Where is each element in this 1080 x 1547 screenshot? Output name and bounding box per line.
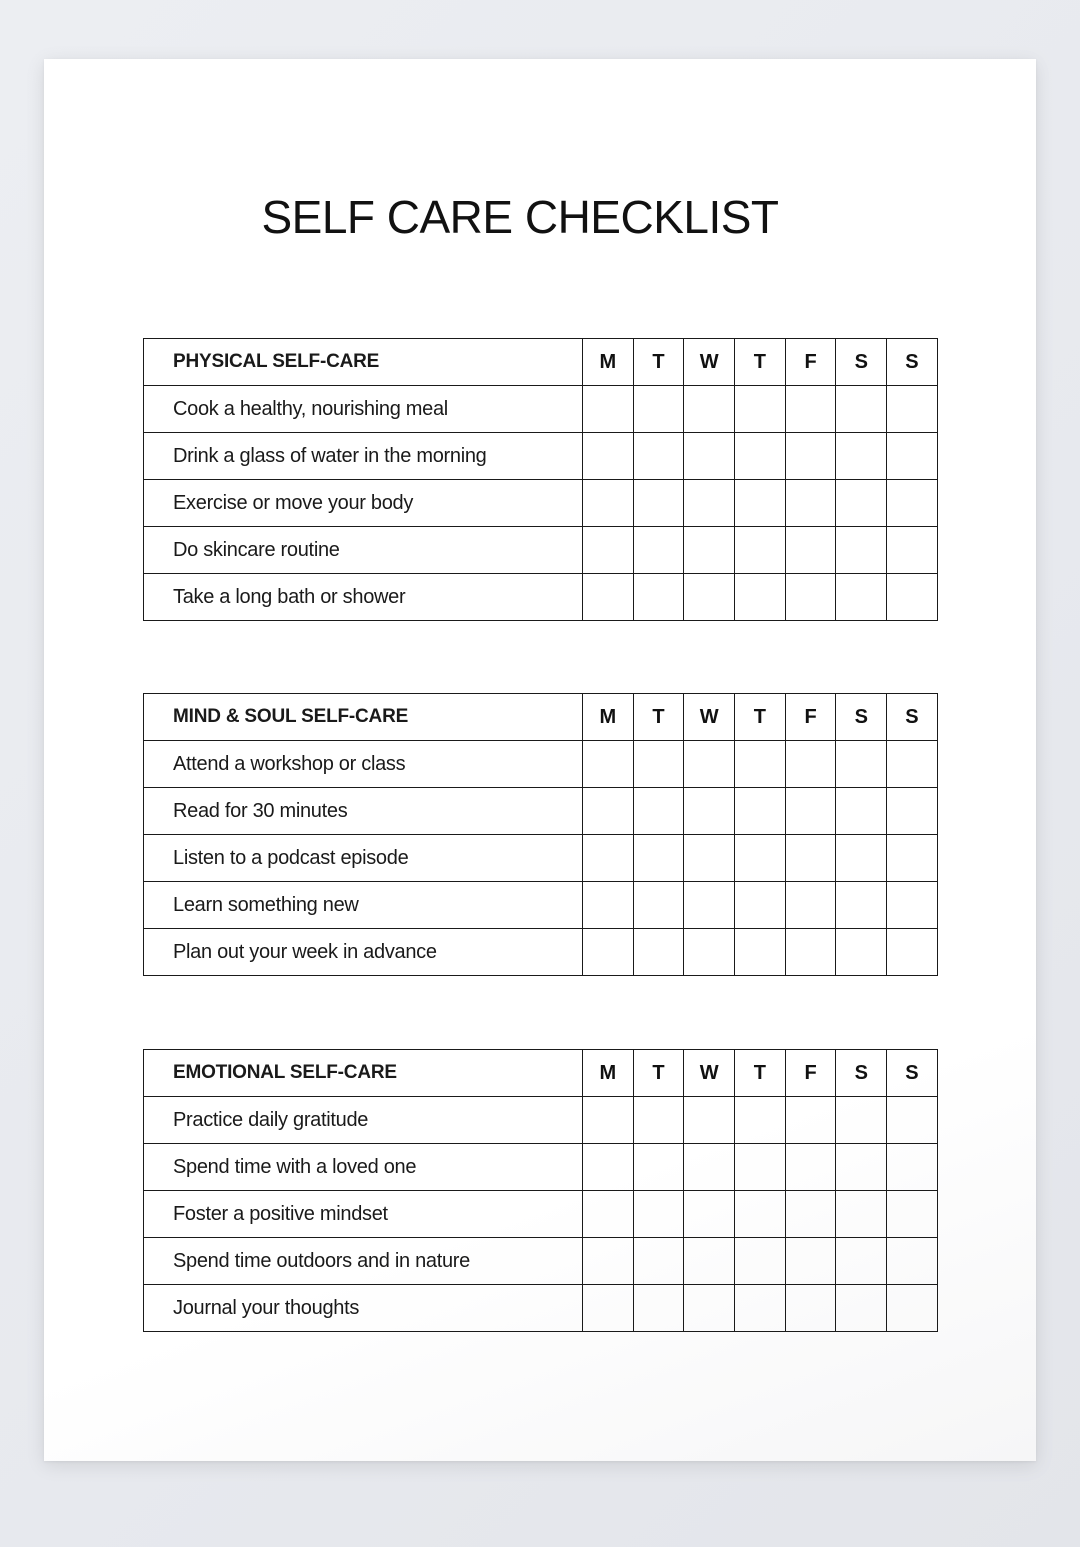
task-label: Take a long bath or shower <box>144 574 583 621</box>
table-row <box>144 480 938 527</box>
checkbox-cell[interactable] <box>887 433 938 480</box>
checkbox-cell[interactable] <box>785 574 836 621</box>
checkbox-cell[interactable] <box>836 1238 887 1285</box>
checkbox-cell[interactable] <box>583 1097 634 1144</box>
day-header: S <box>836 1050 887 1097</box>
checkbox-cell[interactable] <box>633 480 684 527</box>
checkbox-cell[interactable] <box>633 386 684 433</box>
table-header-row <box>144 1050 938 1097</box>
day-header: S <box>887 339 938 386</box>
table-row <box>144 527 938 574</box>
checkbox-cell[interactable] <box>583 929 634 976</box>
checkbox-cell[interactable] <box>583 1238 634 1285</box>
table-row <box>144 433 938 480</box>
checkbox-cell[interactable] <box>735 835 786 882</box>
day-header: T <box>735 1050 786 1097</box>
checkbox-cell[interactable] <box>836 788 887 835</box>
checkbox-cell[interactable] <box>684 788 735 835</box>
checkbox-cell[interactable] <box>785 741 836 788</box>
checkbox-cell[interactable] <box>633 882 684 929</box>
checkbox-cell[interactable] <box>887 835 938 882</box>
table-row <box>144 929 938 976</box>
checkbox-cell[interactable] <box>633 1238 684 1285</box>
checkbox-cell[interactable] <box>735 386 786 433</box>
day-header: S <box>887 1050 938 1097</box>
checklist-table-physical <box>143 338 938 621</box>
checkbox-cell[interactable] <box>684 1191 735 1238</box>
day-header: W <box>684 1050 735 1097</box>
checkbox-cell[interactable] <box>836 1144 887 1191</box>
checkbox-cell[interactable] <box>836 1191 887 1238</box>
checkbox-cell[interactable] <box>684 433 735 480</box>
day-header: F <box>785 694 836 741</box>
checkbox-cell[interactable] <box>684 835 735 882</box>
checkbox-cell[interactable] <box>735 527 786 574</box>
day-header: W <box>684 694 735 741</box>
checkbox-cell[interactable] <box>887 1097 938 1144</box>
checkbox-cell[interactable] <box>735 1144 786 1191</box>
day-header: M <box>583 694 634 741</box>
checkbox-cell[interactable] <box>633 741 684 788</box>
task-label: Do skincare routine <box>144 527 583 574</box>
checkbox-cell[interactable] <box>583 1144 634 1191</box>
checkbox-cell[interactable] <box>887 574 938 621</box>
checkbox-cell[interactable] <box>785 1285 836 1332</box>
day-header: M <box>583 1050 634 1097</box>
table-row <box>144 386 938 433</box>
checkbox-cell[interactable] <box>785 882 836 929</box>
checkbox-cell[interactable] <box>633 1191 684 1238</box>
checkbox-cell[interactable] <box>684 1238 735 1285</box>
checkbox-cell[interactable] <box>583 574 634 621</box>
checkbox-cell[interactable] <box>735 882 786 929</box>
checkbox-cell[interactable] <box>633 574 684 621</box>
checkbox-cell[interactable] <box>836 386 887 433</box>
checkbox-cell[interactable] <box>785 835 836 882</box>
table-row <box>144 1285 938 1332</box>
table-row <box>144 1097 938 1144</box>
checkbox-cell[interactable] <box>583 386 634 433</box>
day-header: M <box>583 339 634 386</box>
day-header: F <box>785 339 836 386</box>
page-title: SELF CARE CHECKLIST <box>261 191 779 243</box>
table-header-row <box>144 339 938 386</box>
table-row <box>144 1144 938 1191</box>
table-row <box>144 788 938 835</box>
checkbox-cell[interactable] <box>583 835 634 882</box>
table-row <box>144 1238 938 1285</box>
checkbox-cell[interactable] <box>785 788 836 835</box>
checkbox-cell[interactable] <box>684 1285 735 1332</box>
checkbox-cell[interactable] <box>735 574 786 621</box>
checkbox-cell[interactable] <box>887 882 938 929</box>
checkbox-cell[interactable] <box>836 527 887 574</box>
day-header: F <box>785 1050 836 1097</box>
checkbox-cell[interactable] <box>887 1285 938 1332</box>
checkbox-cell[interactable] <box>684 527 735 574</box>
checkbox-cell[interactable] <box>633 433 684 480</box>
checkbox-cell[interactable] <box>735 1285 786 1332</box>
checkbox-cell[interactable] <box>887 386 938 433</box>
checkbox-cell[interactable] <box>684 386 735 433</box>
checkbox-cell[interactable] <box>887 1191 938 1238</box>
day-header: T <box>735 339 786 386</box>
checkbox-cell[interactable] <box>836 574 887 621</box>
task-label: Journal your thoughts <box>144 1285 583 1332</box>
checkbox-cell[interactable] <box>583 1285 634 1332</box>
checkbox-cell[interactable] <box>887 741 938 788</box>
checkbox-cell[interactable] <box>684 741 735 788</box>
day-header: T <box>735 694 786 741</box>
table-header-row <box>144 694 938 741</box>
checkbox-cell[interactable] <box>583 788 634 835</box>
checkbox-cell[interactable] <box>887 480 938 527</box>
checkbox-cell[interactable] <box>785 929 836 976</box>
checkbox-cell[interactable] <box>836 480 887 527</box>
checkbox-cell[interactable] <box>684 1144 735 1191</box>
checkbox-cell[interactable] <box>583 433 634 480</box>
task-label: Practice daily gratitude <box>144 1097 583 1144</box>
checkbox-cell[interactable] <box>633 1144 684 1191</box>
table-row <box>144 574 938 621</box>
table-row <box>144 882 938 929</box>
checkbox-cell[interactable] <box>785 480 836 527</box>
checkbox-cell[interactable] <box>684 574 735 621</box>
checkbox-cell[interactable] <box>633 929 684 976</box>
task-label: Plan out your week in advance <box>144 929 583 976</box>
table-row <box>144 741 938 788</box>
checkbox-cell[interactable] <box>785 386 836 433</box>
checkbox-cell[interactable] <box>735 929 786 976</box>
task-label: Listen to a podcast episode <box>144 835 583 882</box>
checkbox-cell[interactable] <box>735 1097 786 1144</box>
checkbox-cell[interactable] <box>836 433 887 480</box>
checkbox-cell[interactable] <box>785 1144 836 1191</box>
checkbox-cell[interactable] <box>583 741 634 788</box>
task-label: Read for 30 minutes <box>144 788 583 835</box>
checkbox-cell[interactable] <box>684 1097 735 1144</box>
checkbox-cell[interactable] <box>583 882 634 929</box>
checkbox-cell[interactable] <box>633 1285 684 1332</box>
day-header: T <box>633 339 684 386</box>
checkbox-cell[interactable] <box>785 527 836 574</box>
checkbox-cell[interactable] <box>887 1238 938 1285</box>
task-label: Cook a healthy, nourishing meal <box>144 386 583 433</box>
task-label: Spend time with a loved one <box>144 1144 583 1191</box>
checkbox-cell[interactable] <box>735 433 786 480</box>
checkbox-cell[interactable] <box>836 741 887 788</box>
checkbox-cell[interactable] <box>583 480 634 527</box>
checkbox-cell[interactable] <box>735 1238 786 1285</box>
checkbox-cell[interactable] <box>735 741 786 788</box>
day-header: S <box>836 339 887 386</box>
day-header: T <box>633 694 684 741</box>
checkbox-cell[interactable] <box>785 1238 836 1285</box>
day-header: T <box>633 1050 684 1097</box>
checkbox-cell[interactable] <box>633 788 684 835</box>
day-header: W <box>684 339 735 386</box>
day-header: S <box>887 694 938 741</box>
checkbox-cell[interactable] <box>785 433 836 480</box>
checkbox-cell[interactable] <box>836 1097 887 1144</box>
checkbox-cell[interactable] <box>836 1285 887 1332</box>
section-heading: PHYSICAL SELF-CARE <box>144 339 583 386</box>
section-heading: EMOTIONAL SELF-CARE <box>144 1050 583 1097</box>
checkbox-cell[interactable] <box>887 788 938 835</box>
checklist-table-mind-soul <box>143 693 938 976</box>
checkbox-cell[interactable] <box>684 480 735 527</box>
checkbox-cell[interactable] <box>887 1144 938 1191</box>
checkbox-cell[interactable] <box>735 480 786 527</box>
section-heading: MIND & SOUL SELF-CARE <box>144 694 583 741</box>
checkbox-cell[interactable] <box>836 929 887 976</box>
checkbox-cell[interactable] <box>735 1191 786 1238</box>
checkbox-cell[interactable] <box>633 527 684 574</box>
task-label: Foster a positive mindset <box>144 1191 583 1238</box>
checkbox-cell[interactable] <box>836 835 887 882</box>
checkbox-cell[interactable] <box>583 1191 634 1238</box>
checkbox-cell[interactable] <box>836 882 887 929</box>
checkbox-cell[interactable] <box>735 788 786 835</box>
checkbox-cell[interactable] <box>684 929 735 976</box>
checkbox-cell[interactable] <box>633 835 684 882</box>
task-label: Attend a workshop or class <box>144 741 583 788</box>
day-header: S <box>836 694 887 741</box>
task-label: Spend time outdoors and in nature <box>144 1238 583 1285</box>
checkbox-cell[interactable] <box>583 527 634 574</box>
checkbox-cell[interactable] <box>633 1097 684 1144</box>
checklist-table-emotional <box>143 1049 938 1332</box>
table-row <box>144 1191 938 1238</box>
task-label: Exercise or move your body <box>144 480 583 527</box>
task-label: Learn something new <box>144 882 583 929</box>
checkbox-cell[interactable] <box>887 527 938 574</box>
checkbox-cell[interactable] <box>785 1097 836 1144</box>
checkbox-cell[interactable] <box>887 929 938 976</box>
task-label: Drink a glass of water in the morning <box>144 433 583 480</box>
checkbox-cell[interactable] <box>785 1191 836 1238</box>
table-row <box>144 835 938 882</box>
checkbox-cell[interactable] <box>684 882 735 929</box>
